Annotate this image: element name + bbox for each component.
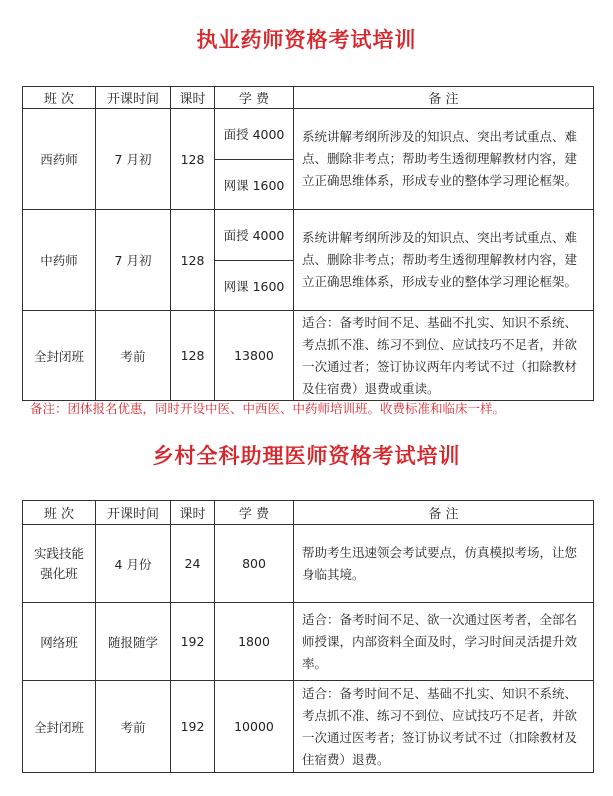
rural-doctor-table — [22, 500, 594, 773]
pharmacist-table — [22, 86, 594, 401]
start-cell: 7 月初 — [96, 109, 171, 210]
header-class: 班 次 — [23, 87, 96, 109]
table-row — [23, 210, 594, 261]
note-cell: 适合：备考时间不足、基础不扎实、知识不系统、考点抓不准、练习不到位、应试技巧不足者，并欲一次通过医考者；签订协议考试不过（扣除教材及住宿费）退费。 — [294, 681, 594, 773]
fee-cell-onsite: 面授 4000 — [215, 109, 294, 160]
note-cell: 适合：备考时间不足、基础不扎实、知识不系统、考点抓不准、练习不到位、应试技巧不足者，并欲一次通过者；签订协议两年内考试不过（扣除教材及住宿费）退费或重读。 — [294, 311, 594, 401]
class-cell: 全封闭班 — [23, 311, 96, 401]
header-start: 开课时间 — [96, 501, 171, 525]
start-cell: 考前 — [96, 311, 171, 401]
header-fee: 学 费 — [215, 501, 294, 525]
class-cell: 全封闭班 — [23, 681, 96, 773]
hours-cell: 24 — [171, 525, 215, 603]
fee-cell-online: 网课 1600 — [215, 160, 294, 210]
start-cell: 随报随学 — [96, 603, 171, 681]
start-cell: 4 月份 — [96, 525, 171, 603]
section1-title: 执业药师资格考试培训 — [196, 27, 417, 52]
table-row — [23, 109, 594, 160]
start-cell: 考前 — [96, 681, 171, 773]
fee-cell: 13800 — [215, 311, 294, 401]
hours-cell: 192 — [171, 681, 215, 773]
fee-cell: 800 — [215, 525, 294, 603]
hours-cell: 128 — [171, 109, 215, 210]
class-cell: 实践技能强化班 — [23, 525, 96, 603]
note-cell: 帮助考生迅速领会考试要点，仿真模拟考场，让您身临其境。 — [294, 525, 594, 603]
header-hours: 课时 — [171, 87, 215, 109]
class-cell: 中药师 — [23, 210, 96, 311]
fee-cell: 10000 — [215, 681, 294, 773]
note-cell: 系统讲解考纲所涉及的知识点、突出考试重点、难点、删除非考点；帮助考生透彻理解教材内容，建立正确思维体系，形成专业的整体学习理论框架。 — [294, 210, 594, 311]
section2-title: 乡村全科助理医师资格考试培训 — [152, 443, 461, 468]
footnote: 备注：团体报名优惠，同时开设中医、中西医、中药师培训班。收费标准和临床一样。 — [30, 401, 506, 416]
table-row — [23, 311, 594, 401]
hours-cell: 192 — [171, 603, 215, 681]
table-row — [23, 603, 594, 681]
fee-cell: 1800 — [215, 603, 294, 681]
hours-cell: 128 — [171, 311, 215, 401]
table-header-row — [23, 87, 594, 109]
hours-cell: 128 — [171, 210, 215, 311]
header-hours: 课时 — [171, 501, 215, 525]
class-cell: 网络班 — [23, 603, 96, 681]
header-start: 开课时间 — [96, 87, 171, 109]
header-note: 备 注 — [294, 501, 594, 525]
header-note: 备 注 — [294, 87, 594, 109]
table-row — [23, 525, 594, 603]
table-header-row — [23, 501, 594, 525]
header-fee: 学 费 — [215, 87, 294, 109]
note-cell: 适合：备考时间不足、欲一次通过医考者，全部名师授课，内部资料全面及时，学习时间灵活提升效率。 — [294, 603, 594, 681]
class-cell: 西药师 — [23, 109, 96, 210]
note-cell: 系统讲解考纲所涉及的知识点、突出考试重点、难点、删除非考点；帮助考生透彻理解教材内容，建立正确思维体系，形成专业的整体学习理论框架。 — [294, 109, 594, 210]
table-row — [23, 681, 594, 773]
header-class: 班 次 — [23, 501, 96, 525]
fee-cell-online: 网课 1600 — [215, 261, 294, 311]
start-cell: 7 月初 — [96, 210, 171, 311]
fee-cell-onsite: 面授 4000 — [215, 210, 294, 261]
